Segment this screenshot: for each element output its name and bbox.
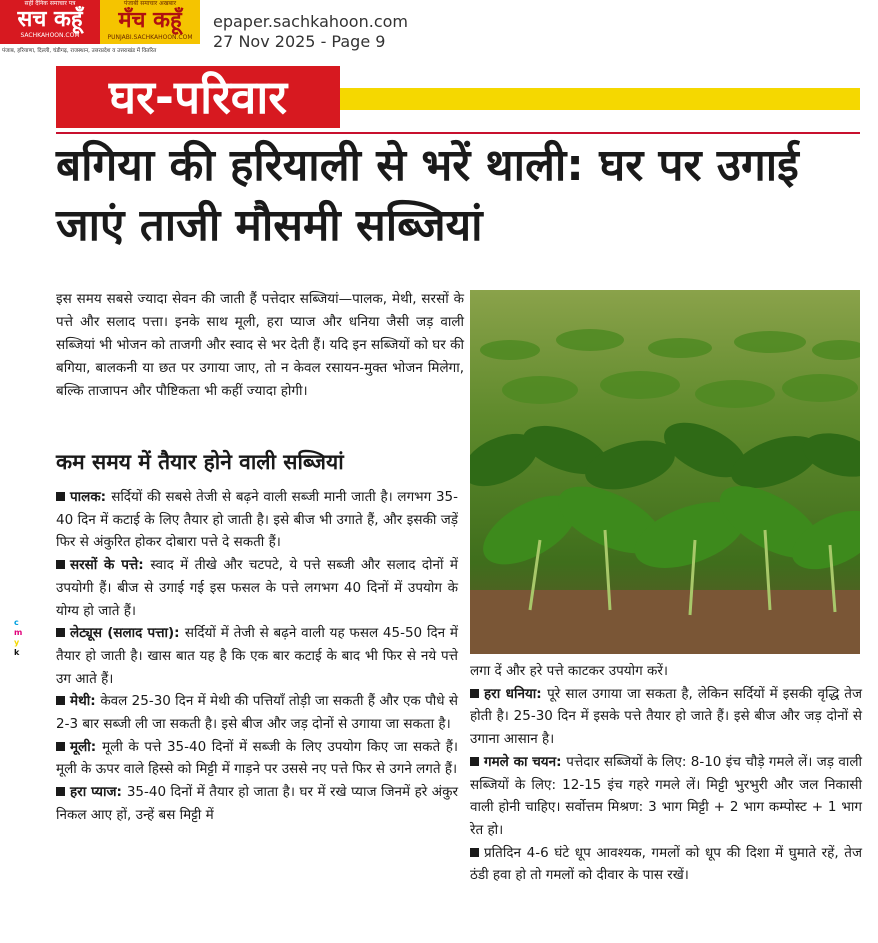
intro-paragraph: इस समय सबसे ज्यादा सेवन की जाती हैं पत्तेदार सब्जियां—पालक, मेथी, सरसों के पत्ते और सलाद पत्ता। इनके साथ मूली, हरा प्याज और धनिया जैसी जड़ वाली सब्जियां भी भोजन को ताजगी और स्वाद से भर देती हैं। यदि इन सब्जियों को घर की बगिया, बालकनी या छत पर उगाया जाए, तो न केवल रसायन-मुक्त भोजन मिलेगा, बल्कि ताजापन और पौष्टिकता भी कहीं ज्यादा होगी। — [56, 291, 464, 399]
sachkahoon-logo[interactable] — [0, 0, 100, 44]
cmyk-registration-mark — [14, 618, 22, 658]
spinach-field-photo — [470, 290, 860, 654]
section-accent-bar — [340, 88, 860, 110]
list-item — [56, 486, 458, 554]
bullet-square-icon — [56, 787, 65, 796]
vegetable-list — [56, 486, 458, 827]
logo2-tagline: पंजाबी समाचार अखबार — [123, 0, 177, 7]
item-text: सर्दियों की सबसे तेजी से बढ़ने वाली सब्जी मानी जाती है। लगभग 35-40 दिन में कटाई के लिए तैयार हो जाती है। इसे बीज भी उगाते हैं, और इसकी जड़ें फिर से अंकुरित होकर दोबारा पत्ते दे सकती हैं। — [56, 489, 458, 551]
item-title: लेट्यूस (सलाद पत्ता): — [70, 625, 185, 642]
list-item — [56, 690, 458, 735]
cmyk-letter: y — [14, 638, 20, 647]
headline: बगिया की हरियाली से भरें थाली: घर पर उगाई जाएं ताजी मौसमी सब्जियां — [56, 140, 799, 251]
bullet-square-icon — [470, 848, 479, 857]
page-meta — [213, 12, 408, 52]
subheading: कम समय में तैयार होने वाली सब्जियां — [56, 450, 344, 474]
logo2-name: मँच कहूँ — [118, 8, 182, 33]
bullet-square-icon — [56, 560, 65, 569]
logo2-url: PUNJABI.SACHKAHOON.COM — [107, 34, 193, 41]
list-item — [470, 842, 862, 887]
site-url[interactable]: epaper.sachkahoon.com — [213, 12, 408, 31]
item-title: हरा धनिया: — [484, 685, 548, 702]
item-text: स्वाद में तीखे और चटपटे, ये पत्ते सब्जी और सलाद दोनों में उपयोगी हैं। बीज से उगाई गई इस फसल के पत्ते लगभग 40 दिनों में उपयोग के योग्य हो जाते हैं। — [56, 557, 458, 619]
item-text: प्रतिदिन 4-6 घंटे धूप आवश्यक, गमलों को धूप की दिशा में घुमाते रहें, तेज ठंडी हवा हो तो गमलों को दीवार के पास रखें। — [470, 844, 862, 884]
item-title: सरसों के पत्ते: — [70, 557, 151, 574]
section-title: घर-परिवार — [56, 66, 340, 128]
continued-text: लगा दें और हरे पत्ते काटकर उपयोग करें। — [470, 663, 669, 679]
cmyk-letter: c — [14, 618, 19, 627]
bullet-square-icon — [56, 742, 65, 751]
item-title: हरा प्याज: — [70, 784, 127, 801]
bullet-square-icon — [470, 689, 479, 698]
section-divider — [56, 132, 860, 134]
logo1-tagline: सहीं दैनिक समाचार पत्र — [24, 0, 76, 7]
list-item — [56, 622, 458, 690]
list-item — [56, 554, 458, 622]
item-text: 35-40 दिनों में तैयार हो जाता है। घर में रखे प्याज जिनमें हरे अंकुर निकल आए हों, उन्हें बस मिट्टी में — [56, 784, 458, 823]
cmyk-letter: k — [14, 648, 20, 657]
bullet-square-icon — [56, 696, 65, 705]
logo1-url: SACHKAHOON.COM — [20, 32, 80, 39]
cmyk-letter: m — [14, 628, 23, 637]
item-text: केवल 25-30 दिन में मेथी की पत्तियाँ तोड़ी जा सकती हैं और एक पौधे से 2-3 बार सब्जी ली जा सकती है। इसे बीज और जड़ दोनों से उगाया जा सकता है। — [56, 693, 458, 733]
distribution-regions: पंजाब, हरियाणा, दिल्ली, चंडीगढ़, राजस्थान, उत्तरप्रदेश व उत्तराखंड में वितरित — [2, 48, 157, 54]
item-text: पूरे साल उगाया जा सकता है, लेकिन सर्दियों में इसकी वृद्धि तेज होती है। 25-30 दिन में इसके पत्ते तैयार हो जाते हैं। इसे बीज और जड़ दोनों से उगाना आसान है। — [470, 685, 862, 748]
bullet-square-icon — [56, 628, 65, 637]
bullet-square-icon — [56, 492, 65, 501]
item-text: सर्दियों में तेजी से बढ़ने वाली यह फसल 45-50 दिन में तैयार हो जाती है। खास बात यह है कि एक बार कटाई के बाद भी फिर से नये पत्ते उग आते हैं। — [56, 625, 458, 687]
logo1-name: सच कहूँ — [17, 7, 83, 32]
item-title: पालक: — [70, 489, 112, 505]
list-item — [470, 751, 862, 842]
list-item — [470, 683, 862, 751]
punjabi-logo[interactable] — [100, 0, 200, 44]
item-text: पत्तेदार सब्जियों के लिए: 8-10 इंच चौड़े गमले लें। जड़ वाली सब्जियों के लिए: 12-15 इंच गहरे गमले लें। मिट्टी भुरभुरी और जल निकासी वाली होनी चाहिए। सर्वोत्तम मिश्रण: 3 भाग मिट्टी + 2 भाग कम्पोस्ट + 1 भाग रेत हो। — [470, 753, 862, 838]
item-title: मेथी: — [70, 693, 101, 710]
masthead — [0, 0, 878, 60]
date-page: 27 Nov 2025 - Page 9 — [213, 32, 386, 51]
item-title: मूली: — [70, 738, 103, 755]
list-item — [56, 781, 458, 826]
bullet-square-icon — [470, 757, 479, 766]
vegetable-list-continued — [470, 660, 862, 887]
item-text: मूली के पत्ते 35-40 दिनों में सब्जी के लिए उपयोग किए जा सकते हैं। मूली के ऊपर वाले हिस्से को मिट्टी में गाड़ने पर उससे नए पत्ते फिर से उगने लगते हैं। — [56, 738, 459, 778]
item-title: गमले का चयन: — [484, 753, 567, 770]
list-item — [56, 736, 458, 781]
